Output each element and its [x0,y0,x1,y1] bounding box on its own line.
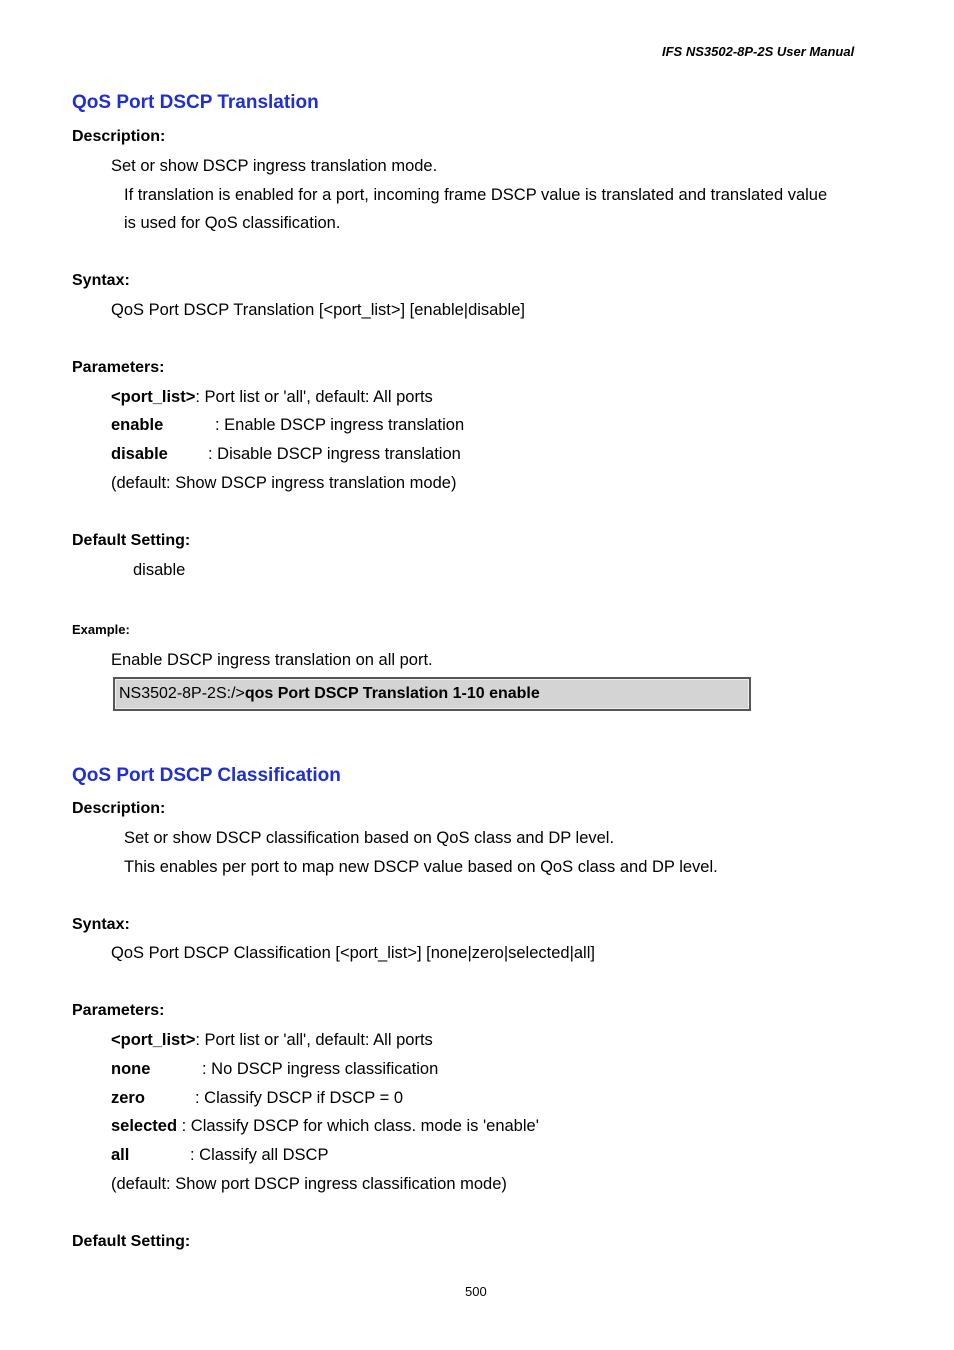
parameter-default: (default: Show port DSCP ingress classification mode) [111,1175,507,1193]
parameter-row [111,388,433,407]
description-line: Set or show DSCP ingress translation mode. [111,157,438,175]
parameter-name: <port_list> [111,388,196,406]
description-line: is used for QoS classification. [124,214,341,232]
description-line: This enables per port to map new DSCP value based on QoS class and DP level. [124,858,718,876]
page-number: 500 [465,1284,487,1299]
parameter-desc: : Port list or 'all', default: All ports [195,388,433,406]
running-header: IFS NS3502-8P-2S User Manual [662,44,855,59]
parameter-row [111,1031,433,1050]
section-title-translation: QoS Port DSCP Translation [72,92,319,113]
description-line: Set or show DSCP classification based on QoS class and DP level. [124,829,615,847]
default-setting-value: disable [133,561,186,579]
parameter-desc: : Classify DSCP if DSCP = 0 [195,1089,403,1107]
parameter-desc: : Classify all DSCP [190,1146,329,1164]
syntax-text: QoS Port DSCP Classification [<port_list>] [none|zero|selected|all] [111,944,595,962]
default-setting-label: Default Setting: [72,1233,191,1250]
parameter-name: <port_list> [111,1031,196,1049]
parameter-name: zero [111,1089,145,1107]
command-example-box [113,677,751,711]
syntax-label: Syntax: [72,272,130,289]
parameters-label: Parameters: [72,1002,165,1019]
section-title-classification: QoS Port DSCP Classification [72,765,341,786]
parameter-name: none [111,1060,151,1078]
example-label: Example: [72,622,130,637]
syntax-text: QoS Port DSCP Translation [<port_list>] [enable|disable] [111,301,525,319]
parameter-name: enable [111,416,164,434]
parameter-desc: : No DSCP ingress classification [202,1060,439,1078]
parameter-desc: : Port list or 'all', default: All ports [195,1031,433,1049]
syntax-label: Syntax: [72,916,130,933]
parameter-desc: : Classify DSCP for which class. mode is 'enable' [177,1117,539,1135]
parameter-desc: : Enable DSCP ingress translation [215,416,465,434]
example-text: Enable DSCP ingress translation on all port. [111,651,433,669]
parameter-name: disable [111,445,168,463]
description-label: Description: [72,800,166,817]
parameters-label: Parameters: [72,359,165,376]
command-prompt: NS3502-8P-2S:/> [119,685,245,702]
parameter-name: selected [111,1117,178,1135]
command-text: qos Port DSCP Translation 1-10 enable [244,685,540,702]
description-label: Description: [72,128,166,145]
description-line: If translation is enabled for a port, incoming frame DSCP value is translated and translated value [124,186,828,204]
parameter-desc: : Disable DSCP ingress translation [208,445,461,463]
parameter-default: (default: Show DSCP ingress translation mode) [111,474,457,492]
parameter-row [111,1117,539,1136]
parameter-name: all [111,1146,130,1164]
default-setting-label: Default Setting: [72,532,191,549]
